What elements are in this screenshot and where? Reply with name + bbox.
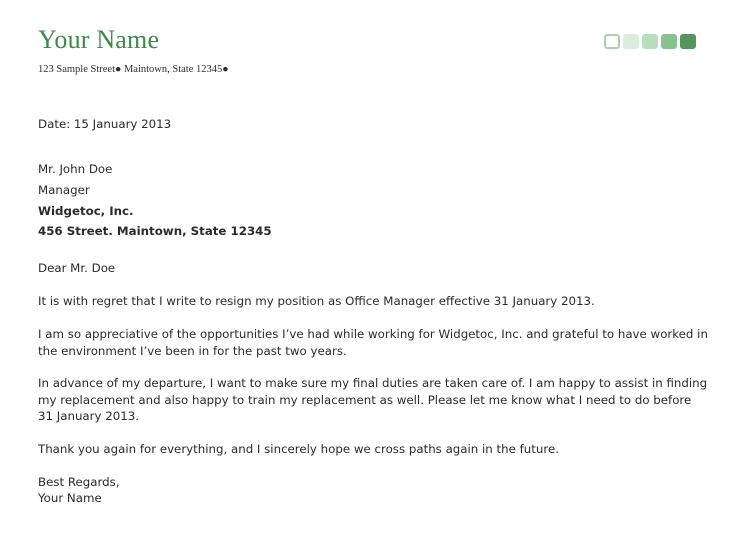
- letter-date: Date: 15 January 2013: [38, 117, 172, 131]
- sender-address: 123 Sample Street● Maintown, State 12345●: [38, 64, 229, 75]
- paragraph-1: It is with regret that I write to resign my position as Office Manager effective 31 January 2013.: [38, 294, 595, 308]
- recipient-title: Manager: [38, 183, 90, 197]
- closing: Best Regards,: [38, 475, 120, 489]
- color-swatches: [604, 34, 696, 49]
- sender-name: Your Name: [38, 25, 160, 54]
- swatch-2: [623, 34, 639, 49]
- swatch-4: [661, 34, 677, 49]
- swatch-3: [642, 34, 658, 49]
- salutation: Dear Mr. Doe: [38, 261, 116, 275]
- swatch-1: [604, 34, 620, 49]
- recipient-address: 456 Street. Maintown, State 12345: [38, 224, 272, 238]
- paragraph-3: In advance of my departure, I want to make sure my final duties are taken care of. I am happy to assist in finding my replacement and also happy to train my replacement as well. Please let me know what I need to do before 31 January 2013.: [38, 376, 708, 423]
- swatch-5: [680, 34, 696, 49]
- signature: Your Name: [38, 491, 102, 505]
- recipient-company: Widgetoc, Inc.: [38, 204, 134, 218]
- paragraph-4: Thank you again for everything, and I sincerely hope we cross paths again in the future.: [38, 442, 559, 456]
- recipient-name: Mr. John Doe: [38, 162, 113, 176]
- paragraph-2: I am so appreciative of the opportunities I’ve had while working for Widgetoc, Inc. and grateful to have worked in the environment I’ve been in for the past two years.: [38, 327, 708, 358]
